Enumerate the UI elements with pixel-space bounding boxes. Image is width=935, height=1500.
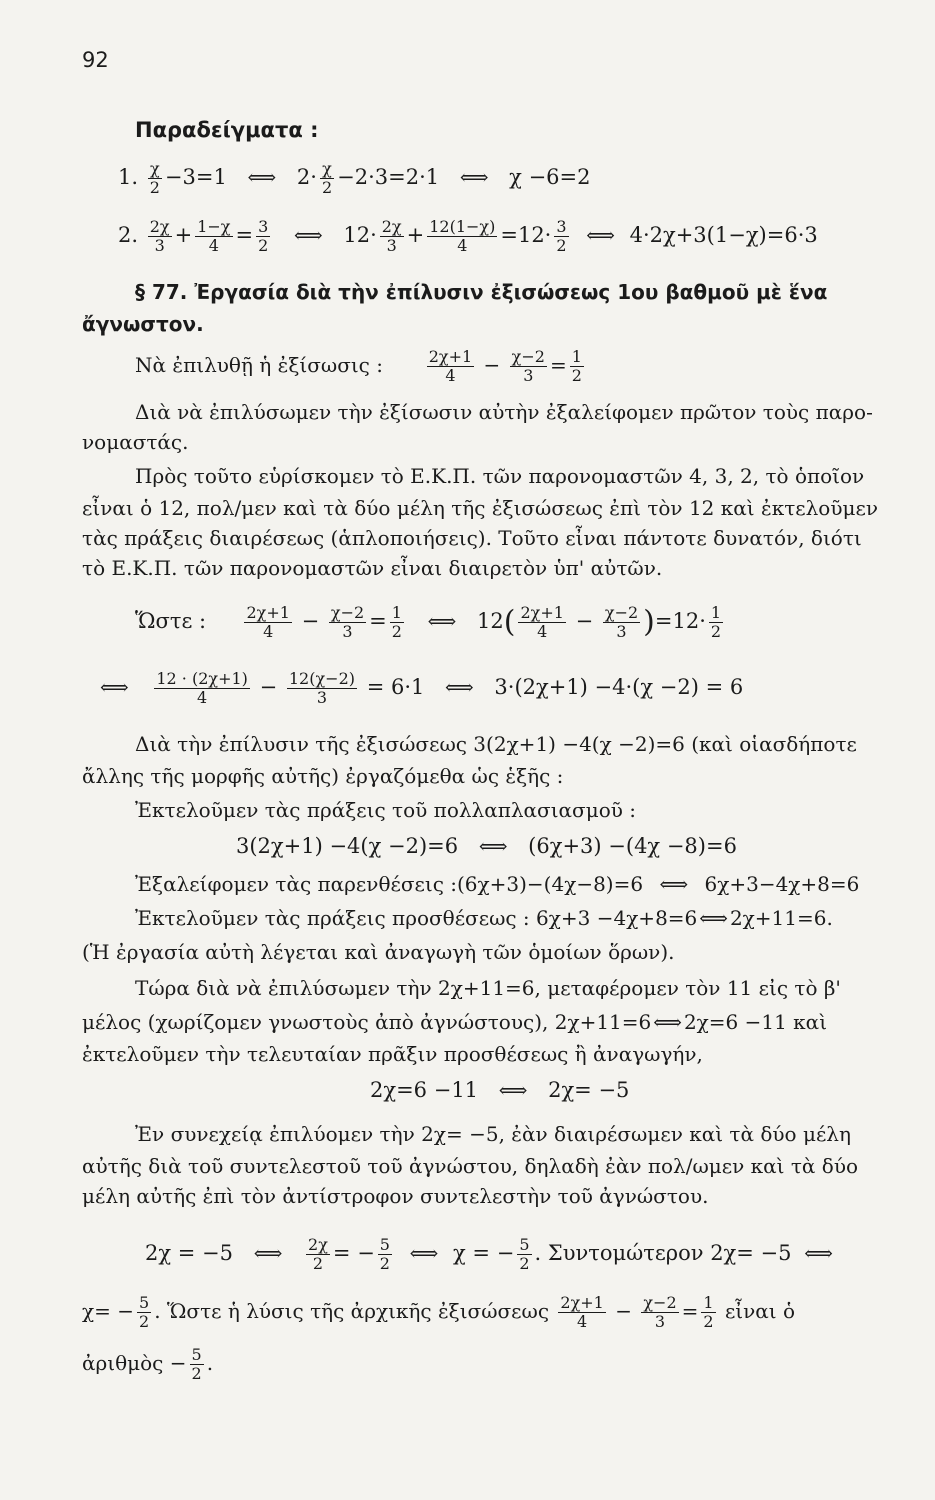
equivalence-arrow-icon: ⟺ — [427, 609, 457, 633]
paragraph-line: ἄλλης τῆς μορφῆς αὐτῆς) ἐργαζόμεθα ὡς ἑξῆς : — [82, 764, 564, 788]
addition-step: Ἐκτελοῦμεν τὰς πράξεις προσθέσεως : 6χ+3 −4χ+8=6 ⟺ 2χ+11=6. — [135, 906, 833, 930]
equivalence-arrow-icon: ⟺ — [699, 906, 728, 930]
paragraph-line: νομαστάς. — [82, 430, 189, 454]
paragraph-line: Πρὸς τοῦτο εὑρίσκομεν τὸ Ε.Κ.Π. τῶν παρονομαστῶν 4, 3, 2, τὸ ὁποῖον — [135, 464, 865, 488]
paragraph-line: Διὰ τὴν ἐπίλυσιν τῆς ἐξισώσεως 3(2χ+1) −4(χ −2)=6 (καὶ οἱασδήποτε — [135, 732, 857, 756]
equivalence-arrow-icon: ⟺ — [478, 834, 508, 858]
equivalence-arrow-icon: ⟺ — [653, 1010, 682, 1034]
solution-statement: χ= − $\frac{5}{2}$ . Ὥστε ἡ λύσις τῆς ἀρχικῆς ἐξισώσεως $\frac{2\chi+1}{4}$ − $\frac{\chi-2}{3}$ = $\frac{1}{2}$ εἶναι ὁ — [82, 1293, 796, 1331]
example-2: 2. $\frac{2\chi}{3}$ + $\frac{1-\chi}{4}$ = $\frac{3}{2}$ ⟺ 12· $\frac{2\chi}{3}$ + $\frac{12(1-\chi)}{4}$ =12· $\frac{3}{2}$ ⟺ 4·2χ+3(1−χ)=6·3 — [118, 217, 818, 255]
reduction-step: 2χ=6 −11 ⟺ 2χ= −5 — [370, 1078, 630, 1102]
examples-heading: Παραδείγματα : — [135, 118, 319, 142]
remove-parentheses-step: Ἐξαλείφομεν τὰς παρενθέσεις :(6χ+3)−(4χ−8)=6 ⟺ 6χ+3−4χ+8=6 — [135, 872, 860, 896]
paragraph-line: Ἐκτελοῦμεν τὰς πράξεις τοῦ πολλαπλασιασμοῦ : — [135, 798, 636, 822]
multiplied-equation: ⟺ $\frac{12 \cdot (2\chi+1)}{4}$ − $\frac{12(\chi-2)}{3}$ = 6·1 ⟺ 3·(2χ+1) −4·(χ −2) = 6 — [100, 669, 744, 707]
transfer-step: μέλος (χωρίζομεν γνωστοὺς ἀπὸ ἀγνώστους), 2χ+11=6 ⟺ 2χ=6 −11 καὶ — [82, 1010, 828, 1034]
paragraph-line: Τώρα διὰ νὰ ἐπιλύσωμεν τὴν 2χ+11=6, μεταφέρομεν τὸν 11 εἰς τὸ β' — [135, 976, 841, 1000]
section-title-line-2: ἄγνωστον. — [82, 312, 204, 336]
paragraph-line: αὐτῆς διὰ τοῦ συντελεστοῦ τοῦ ἀγνώστου, δηλαδὴ ἐὰν πολ/ωμεν καὶ τὰ δύο — [82, 1154, 859, 1178]
equivalence-arrow-icon: ⟺ — [498, 1078, 528, 1102]
paragraph-line: εἶναι ὁ 12, πολ/μεν καὶ τὰ δύο μέλη τῆς ἐξισώσεως ἐπὶ τὸν 12 καὶ ἐκτελοῦμεν — [82, 496, 879, 520]
equation-statement: Νὰ ἐπιλυθῇ ἡ ἐξίσωσις : $\frac{2\chi+1}{4}$ − $\frac{\chi-2}{3}$ = $\frac{1}{2}$ — [135, 347, 582, 385]
paragraph-line: τὰς πράξεις διαιρέσεως (ἁπλοποιήσεις). Τοῦτο εἶναι πάντοτε δυνατόν, διότι — [82, 526, 862, 550]
equivalence-arrow-icon: ⟺ — [804, 1241, 833, 1265]
equivalence-arrow-icon: ⟺ — [409, 1241, 439, 1265]
paragraph-line: τὸ Ε.Κ.Π. τῶν παρονομαστῶν εἶναι διαιρετὸν ὑπ' αὐτῶν. — [82, 556, 663, 580]
example-1: 1. $\frac{\chi}{2}$ −3=1 ⟺ 2· $\frac{\chi}{2}$ −2·3=2·1 ⟺ χ −6=2 — [118, 159, 591, 197]
paragraph-line: μέλη αὐτῆς ἐπὶ τὸν ἀντίστροφον συντελεστὴν τοῦ ἀγνώστου. — [82, 1184, 709, 1208]
equivalence-arrow-icon: ⟺ — [253, 1241, 283, 1265]
equivalence-arrow-icon: ⟺ — [586, 223, 615, 247]
solution-number: ἀριθμὸς − $\frac{5}{2}$ . — [82, 1345, 214, 1383]
equivalence-arrow-icon: ⟺ — [293, 223, 323, 247]
paragraph-line: Διὰ νὰ ἐπιλύσωμεν τὴν ἐξίσωσιν αὐτὴν ἐξαλείφομεν πρῶτον τοὺς παρο- — [135, 400, 873, 424]
equivalence-arrow-icon: ⟺ — [247, 165, 277, 189]
expansion-step: 3(2χ+1) −4(χ −2)=6 ⟺ (6χ+3) −(4χ −8)=6 — [236, 834, 737, 858]
paragraph-line: Ἐν συνεχείᾳ ἐπιλύομεν τὴν 2χ= −5, ἐὰν διαιρέσωμεν καὶ τὰ δύο μέλη — [135, 1122, 851, 1146]
equivalence-arrow-icon: ⟺ — [445, 675, 474, 699]
equivalence-arrow-icon: ⟺ — [100, 675, 129, 699]
section-title-line-1: § 77. Ἐργασία διὰ τὴν ἐπίλυσιν ἐξισώσεως 1ου βαθμοῦ μὲ ἕνα — [135, 280, 828, 304]
equivalence-arrow-icon: ⟺ — [659, 872, 689, 896]
equivalence-arrow-icon: ⟺ — [459, 165, 489, 189]
division-step: 2χ = −5 ⟺ $\frac{2\chi}{2}$ = − $\frac{5}{2}$ ⟺ χ = − $\frac{5}{2}$ . Συντομώτερον 2χ= −5 ⟺ — [145, 1235, 833, 1273]
oste-equation: Ὥστε : $\frac{2\chi+1}{4}$ − $\frac{\chi-2}{3}$ = $\frac{1}{2}$ ⟺ 12( $\frac{2\chi+1}{4}$ − $\frac{\chi-2}{3}$ )=12· $\frac{1}{2}$ — [135, 603, 722, 641]
page-number: 92 — [82, 48, 109, 72]
paragraph-line: ἐκτελοῦμεν τὴν τελευταίαν πρᾶξιν προσθέσεως ἢ ἀναγωγήν, — [82, 1042, 703, 1066]
paragraph-line: (Ἡ ἐργασία αὐτὴ λέγεται καὶ ἀναγωγὴ τῶν ὁμοίων ὅρων). — [82, 940, 675, 964]
